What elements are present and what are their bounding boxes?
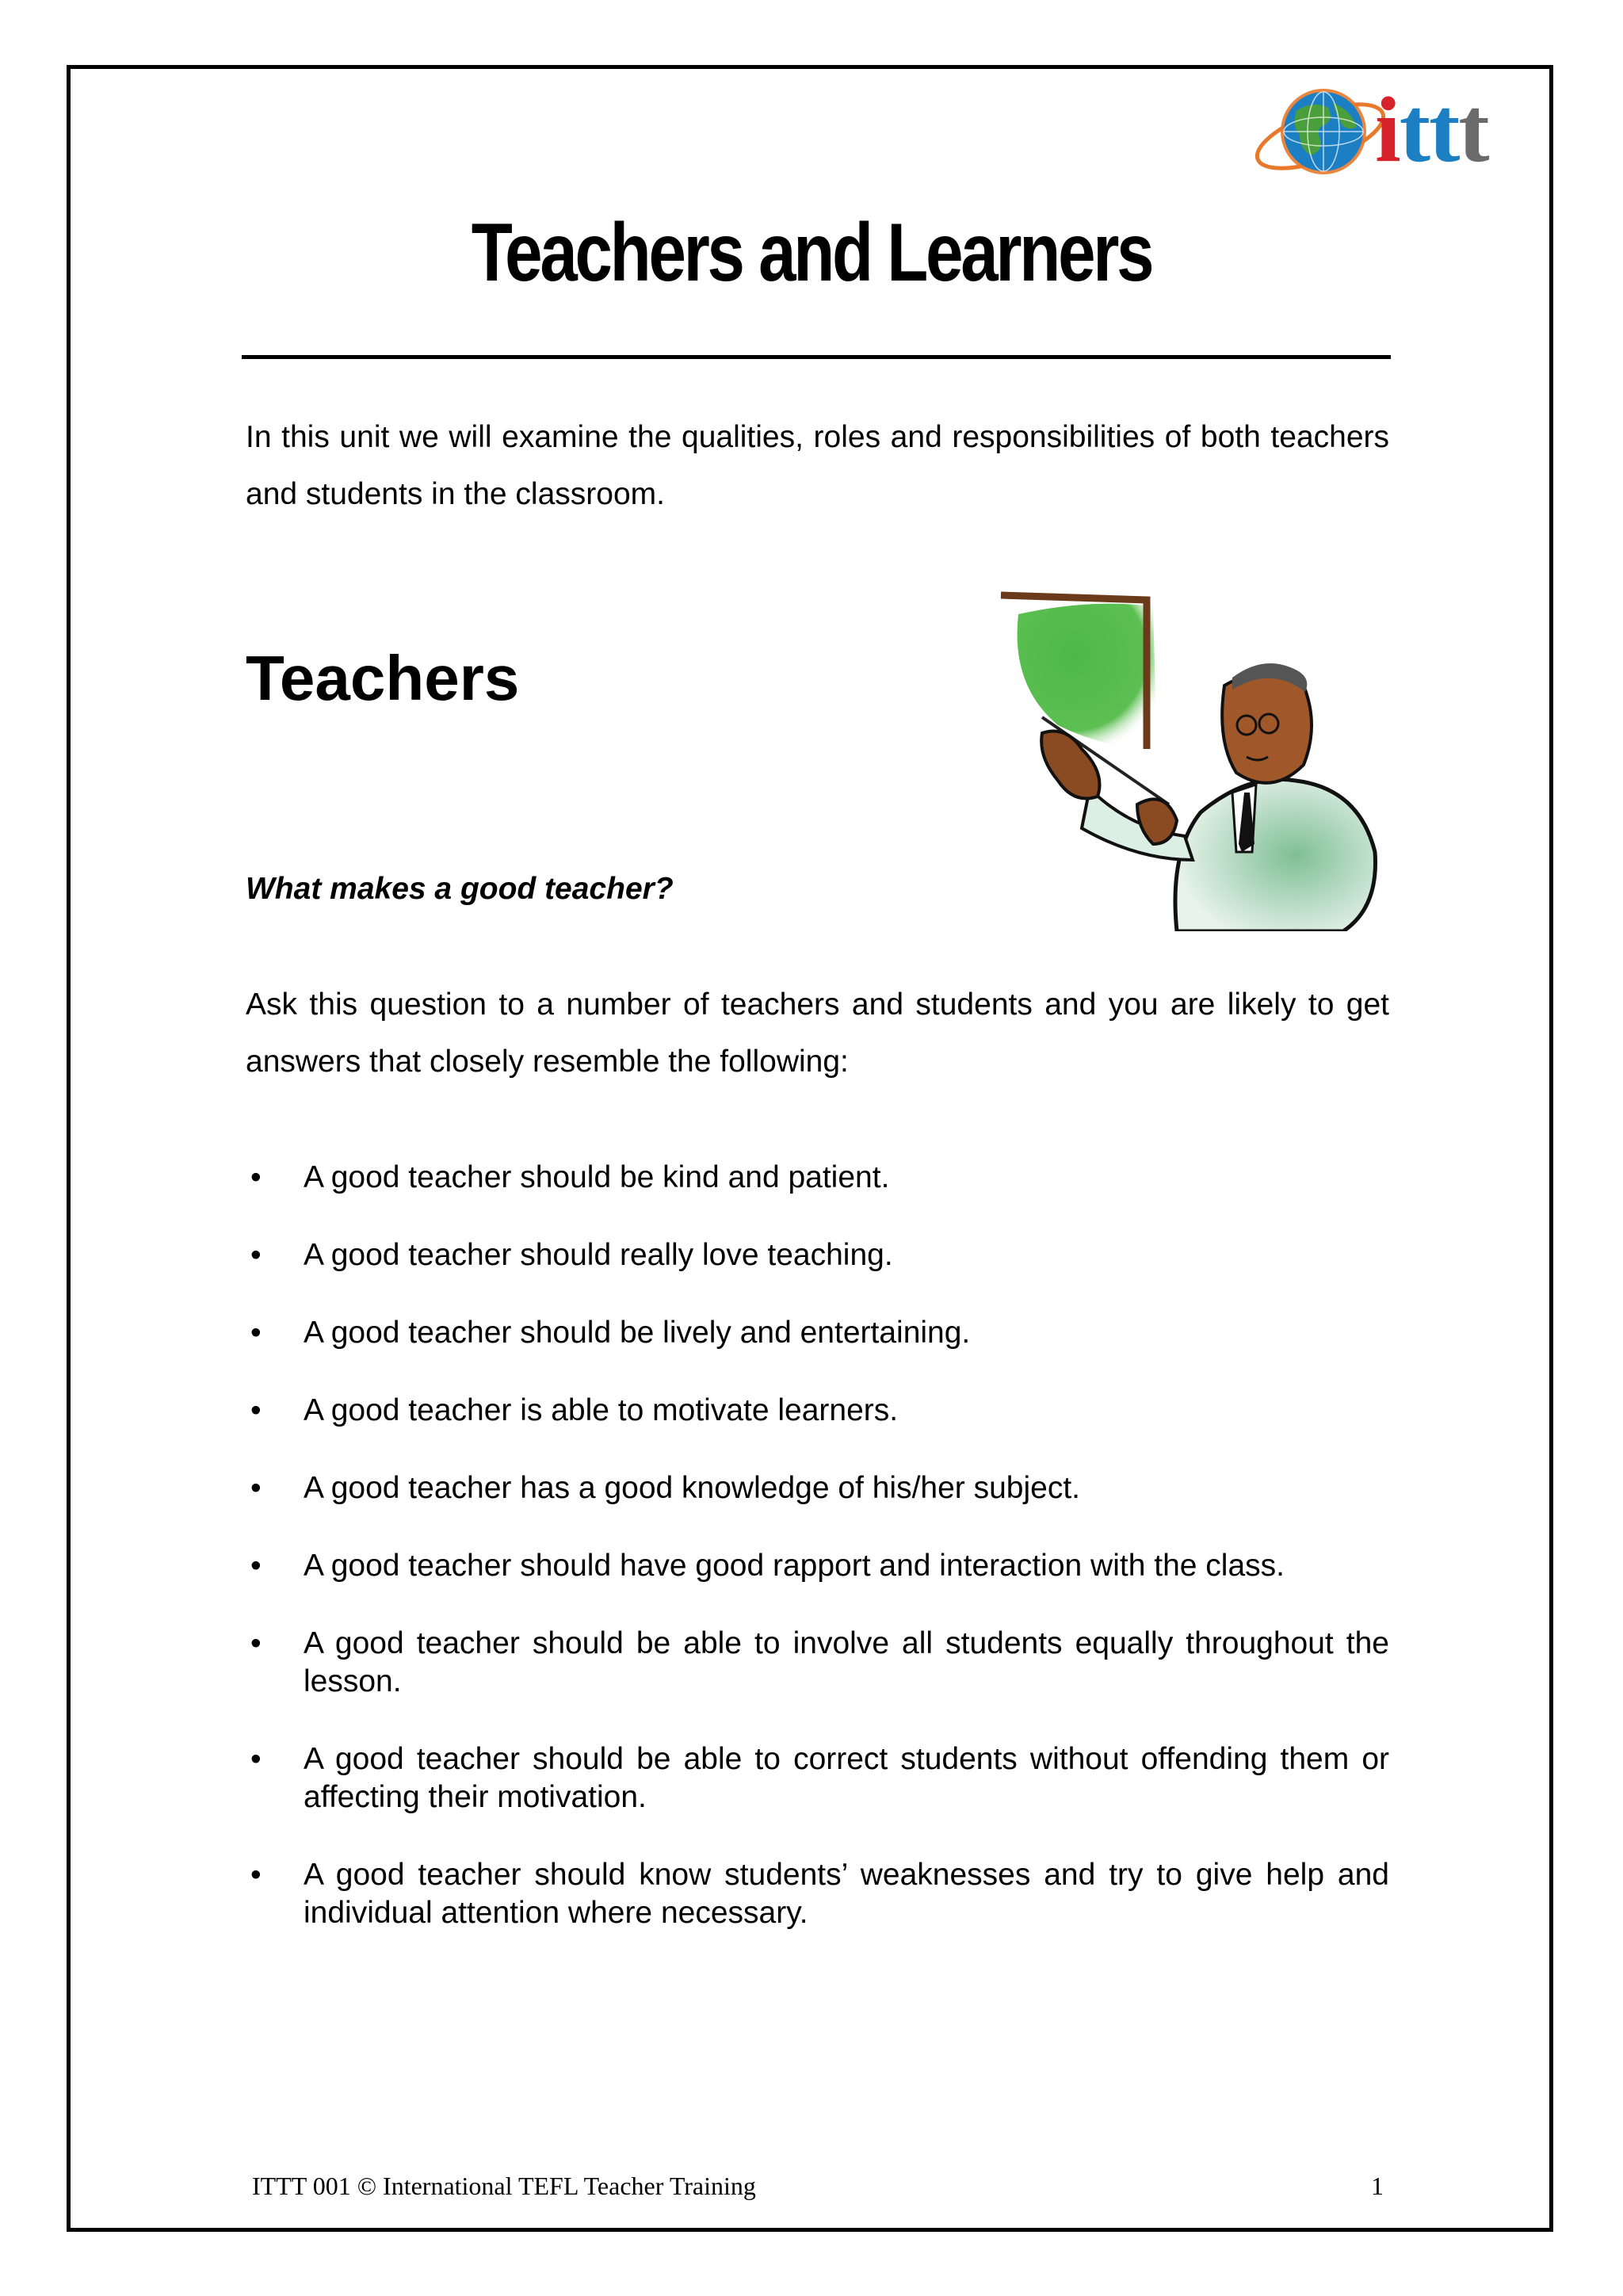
page-title: Teachers and Learners bbox=[471, 207, 1152, 299]
list-item: • A good teacher should really love teaching. bbox=[246, 1236, 1389, 1274]
bullet-icon: • bbox=[250, 1316, 262, 1350]
bullet-icon: • bbox=[250, 1626, 262, 1660]
list-item: • A good teacher is able to motivate learners. bbox=[246, 1392, 1389, 1430]
good-teacher-list bbox=[246, 1159, 1389, 1972]
bullet-icon: • bbox=[250, 1160, 262, 1194]
ittt-logo-wordmark: ittt bbox=[1375, 78, 1488, 181]
list-item: • A good teacher should be able to involve all students equally throughout the lesson. bbox=[250, 1626, 1389, 1698]
section-heading-teachers: Teachers bbox=[246, 643, 520, 713]
page-number: 1 bbox=[1371, 2172, 1384, 2200]
bullet-icon: • bbox=[250, 1742, 262, 1776]
list-item: • A good teacher has a good knowledge of his/her subject. bbox=[246, 1469, 1389, 1507]
ask-paragraph: Ask this question to a number of teachers and students and you are likely to get answers that closely resemble the following: bbox=[246, 988, 1389, 1079]
list-item: • A good teacher should be able to correct students without offending them or affecting their motivation. bbox=[250, 1742, 1389, 1814]
title-divider bbox=[242, 355, 1391, 359]
bullet-icon: • bbox=[250, 1393, 262, 1427]
page-footer bbox=[252, 2172, 1384, 2201]
list-item: • A good teacher should be lively and entertaining. bbox=[246, 1314, 1389, 1352]
bullet-icon: • bbox=[250, 1471, 262, 1505]
intro-paragraph: In this unit we will examine the qualities, roles and responsibilities of both teachers and students in the classroom. bbox=[246, 420, 1389, 511]
footer-copyright: ITTT 001 © International TEFL Teacher Training bbox=[252, 2172, 756, 2200]
bullet-icon: • bbox=[250, 1858, 262, 1892]
teacher-pointing-at-board-illustration bbox=[995, 590, 1379, 931]
list-item: • A good teacher should have good rapport and interaction with the class. bbox=[246, 1547, 1389, 1585]
bullet-icon: • bbox=[250, 1238, 262, 1272]
question-heading: What makes a good teacher? bbox=[246, 872, 674, 906]
bullet-icon: • bbox=[250, 1549, 262, 1583]
list-item: • A good teacher should know students’ weaknesses and try to give help and individual attention where necessary. bbox=[250, 1858, 1389, 1930]
list-item: • A good teacher should be kind and patient. bbox=[246, 1159, 1389, 1197]
